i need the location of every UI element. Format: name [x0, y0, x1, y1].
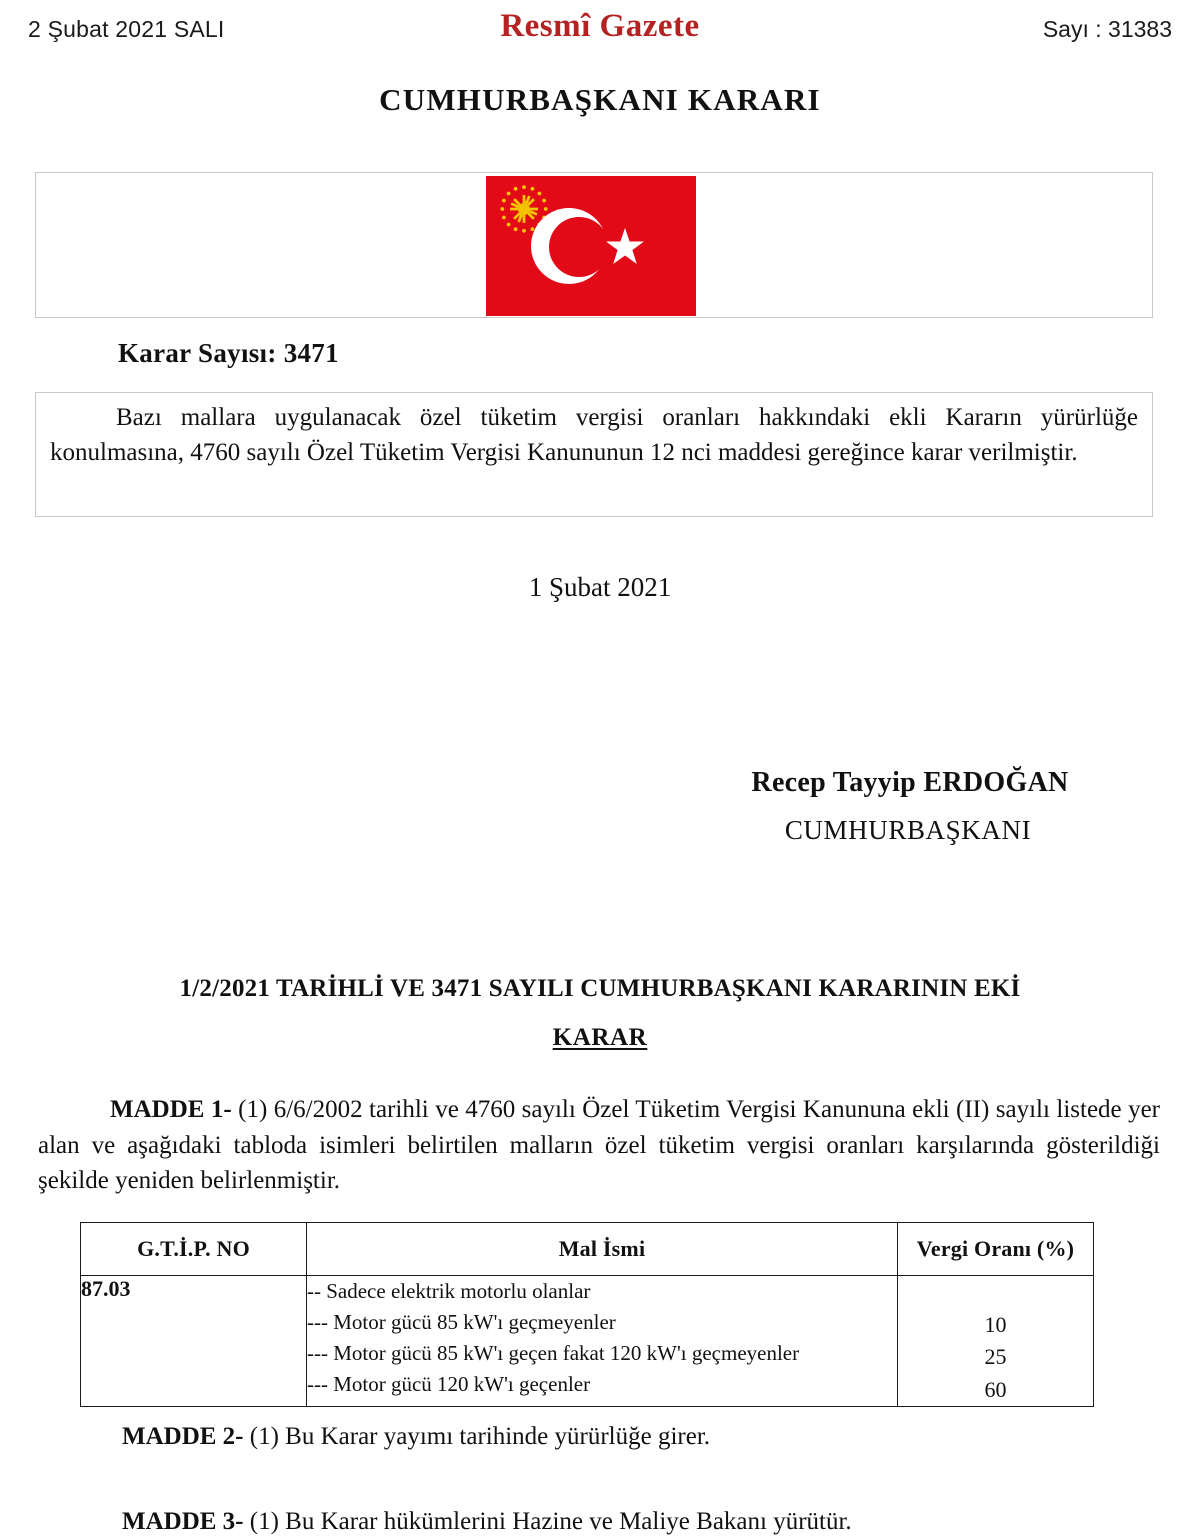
gazette-date: 2 Şubat 2021 SALI — [28, 16, 225, 42]
rate-line: 60 — [984, 1376, 1007, 1402]
tax-rate-table — [80, 1222, 1094, 1407]
intro-frame — [35, 392, 1153, 517]
column-header-goods-name: Mal İsmi — [307, 1223, 898, 1276]
five-pointed-star-icon — [605, 227, 645, 267]
column-header-tax-rate: Vergi Oranı (%) — [898, 1223, 1094, 1276]
table-header-row — [81, 1223, 1094, 1276]
article-3-text: (1) Bu Karar hükümlerini Hazine ve Maliye Bakanı yürütür. — [243, 1508, 852, 1535]
flag-frame — [35, 172, 1153, 318]
article-2-paragraph — [122, 1423, 710, 1451]
gazette-issue-number: Sayı : 31383 — [1042, 16, 1172, 42]
signature-date: 1 Şubat 2021 — [528, 572, 672, 602]
goods-line: --- Motor gücü 120 kW'ı geçenler — [307, 1372, 591, 1397]
goods-line: --- Motor gücü 85 kW'ı geçmeyenler — [307, 1310, 616, 1335]
masthead — [0, 0, 1200, 56]
table-row — [81, 1276, 1094, 1407]
article-3-paragraph — [122, 1508, 852, 1536]
article-2-text: (1) Bu Karar yayımı tarihinde yürürlüğe girer. — [243, 1423, 711, 1450]
article-1-text: (1) 6/6/2002 tarihli ve 4760 sayılı Özel Tüketim Vergisi Kanununa ekli (II) sayılı listede yer alan ve aşağıdaki tabloda isimleri belirtilen malların özel tüketim vergisi oranları karşılarında gösterildiği şekilde yeniden belirlenmiştir. — [38, 1096, 1160, 1194]
article-1-paragraph — [38, 1092, 1160, 1199]
article-2-label: MADDE 2- — [122, 1423, 244, 1450]
article-3-label: MADDE 3- — [122, 1508, 244, 1535]
goods-line: --- Motor gücü 85 kW'ı geçen fakat 120 kW'ı geçmeyenler — [307, 1341, 800, 1366]
article-1-label: MADDE 1- — [110, 1096, 232, 1123]
goods-line: -- Sadece elektrik motorlu olanlar — [307, 1279, 591, 1303]
intro-paragraph: Bazı mallara uygulanacak özel tüketim vergisi oranları hakkındaki ekli Kararın yürürlüğe konulmasına, 4760 sayılı Özel Tüketim Vergisi Kanununun 12 nci maddesi gereğince karar verilmiştir. — [50, 404, 1138, 466]
page-title: CUMHURBAŞKANI KARARI — [379, 82, 821, 117]
decision-number: Karar Sayısı: 3471 — [118, 338, 339, 368]
rate-line: 10 — [984, 1311, 1007, 1337]
cell-goods-name — [307, 1276, 898, 1407]
column-header-gtip: G.T.İ.P. NO — [81, 1223, 307, 1276]
annex-subheading — [0, 1024, 1200, 1052]
rate-line: 25 — [984, 1344, 1007, 1370]
annex-subheading-text: KARAR — [552, 1024, 648, 1051]
crescent-cutout — [549, 217, 609, 277]
turkish-flag-icon — [486, 176, 696, 316]
signer-title: CUMHURBAŞKANI — [784, 815, 1032, 845]
annex-heading: 1/2/2021 TARİHLİ VE 3471 SAYILI CUMHURBAŞKANI KARARININ EKİ — [179, 975, 1021, 1002]
gazette-title: Resmî Gazete — [500, 8, 700, 44]
signer-name: Recep Tayyip ERDOĞAN — [751, 767, 1069, 798]
cell-tax-rates — [898, 1276, 1094, 1407]
cell-gtip-code: 87.03 — [81, 1276, 307, 1407]
